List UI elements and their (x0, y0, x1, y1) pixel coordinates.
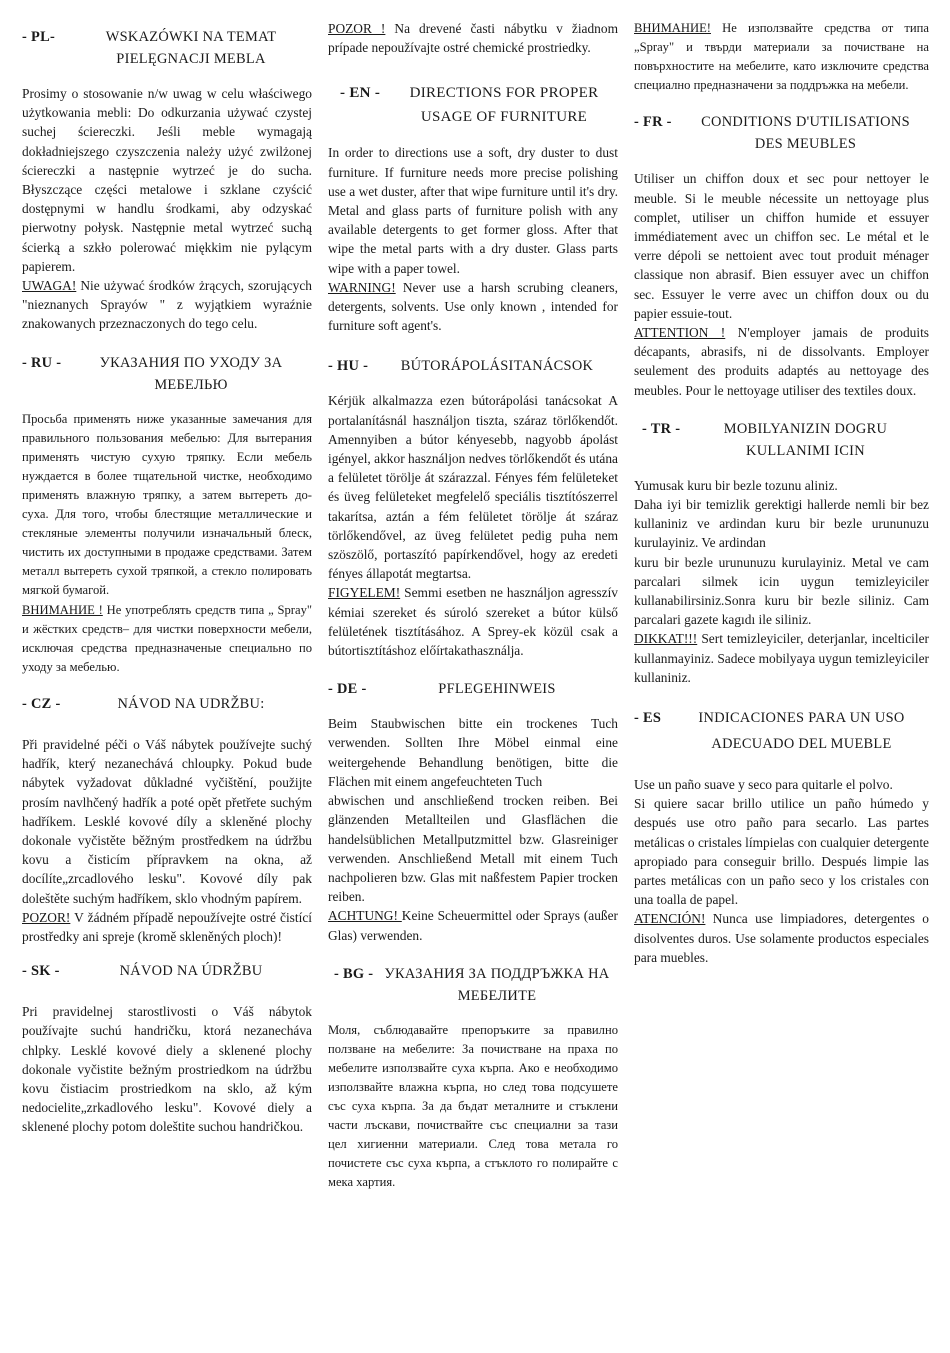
section-heading (22, 960, 312, 982)
section-title: BÚTORÁPOLÁSITANÁCSOK (400, 358, 594, 375)
section-body-continued: abwischen und anschließend trocken reiben. Bei glänzenden Metallteilen und Glasflächen die handelsüblichen Metallputzmittel bzw. Glasreiniger verwenden. Anschließend Metall mit einem Tuch nachpolieren bzw. Glas mit naßfestem Papier trocken reiben. (328, 793, 618, 905)
section-body-line: kuru bir bezle urununuzu kurulayiniz. Metal ve cam parcalari silmek icin uygun temizleyiciler kullanabilirsiniz.Sonra kuru bir bezle siliniz. Cam parcalari gazete kagıdı ile siliniz. (634, 554, 929, 628)
warning-paragraph (22, 276, 312, 334)
bg-warning-paragraph (634, 19, 929, 95)
warning-text: Never use a harsh scrubing cleaners, detergents, solvents. Use only known , intended for furniture soft agent's. (328, 279, 618, 334)
section-body-line: Daha iyi bir temizlik gerektigi hallerde nemli bir bez kullaniniz ve ardindan kuru bir bezle urununuzu kurulayiniz. Ve ardindan (634, 497, 929, 551)
section-heading (328, 355, 618, 377)
section-title: INDICACIONES PARA UN USO ADECUADO DEL MUEBLE (698, 710, 905, 753)
warning-paragraph (328, 278, 618, 336)
section-heading (328, 81, 618, 129)
warning-label: POZOR! (22, 909, 71, 925)
section-body: Beim Staubwischen bitte ein trockenes Tuch verwenden. Sollten Ihre Möbel einmal eine weitergehende Behandlung benötigen, bitte die Flächen mit einem angefeuchteten Tuch (328, 716, 618, 789)
warning-paragraph (634, 909, 929, 967)
section-title: DIRECTIONS FOR PROPER USAGE OF FURNITURE (409, 85, 599, 126)
warning-text: Keine Scheuermittel oder Sprays (außer Glas) verwenden. (328, 908, 618, 943)
section-es (634, 705, 929, 967)
section-title: УКАЗАНИЯ ПО УХОДУ ЗА МЕБЕЛЬЮ (99, 354, 283, 393)
warning-text: V žádném případě nepoužívejte ostré čistící prostředky ani spreje (kromě skleněných ploch)! (22, 909, 312, 944)
section-sk (22, 960, 312, 1136)
warning-text: Nie używać środków żrących, szorujących "nieznanych Sprayów " z wyjątkiem wyraźnie znakowanych przeznaczonych do tego celu. (22, 278, 312, 332)
section-heading (634, 111, 929, 155)
language-code: - EN - (340, 85, 381, 102)
warning-label: ВНИМАНИЕ! (634, 21, 711, 35)
section-hu (328, 355, 618, 660)
section-en (328, 81, 618, 335)
warning-label: ATTENTION ! (634, 325, 726, 340)
section-body: In order to directions use a soft, dry duster to dust furniture. If furniture needs more precise polishing use a wet duster, after that wipe furniture until it's dry. Metal and glass parts of furniture polish with any available detergents to get former gloss. After that wipe the metal parts with a dry duster. Glass parts wipe with a paper towel. (328, 145, 618, 276)
warning-paragraph (328, 906, 618, 944)
language-code: - SK - (22, 963, 60, 980)
warning-text: Semmi esetben ne használjon agresszív kémiai szereket és súroló szereket a bútor külső felületének tisztításához. A Sprey-ek közül csak a bútortisztításhoz előírtakathasználja. (328, 585, 618, 659)
warning-label: POZOR ! (328, 21, 386, 36)
section-ru (22, 352, 312, 677)
section-fr (634, 111, 929, 399)
warning-label: WARNING! (328, 279, 396, 295)
section-title: WSKAZÓWKI NA TEMAT PIELĘGNACJI MEBLA (105, 29, 277, 67)
warning-label: ATENCIÓN! (634, 911, 706, 927)
section-body-line: Yumusak kuru bir bezle tozunu aliniz. (634, 477, 838, 493)
section-heading (328, 678, 618, 700)
section-pl (22, 26, 312, 334)
section-cz (22, 693, 312, 946)
warning-text: Не употреблять средств типа „ Spray" и жёстких средств– для чистки поверхности мебели, исключая средства предназначеные специально по уходу за мебелью. (22, 602, 312, 674)
warning-label: UWAGA! (22, 278, 77, 294)
section-title: MOBILYANIZIN DOGRU KULLANIMI ICIN (723, 420, 888, 459)
language-code: - HU - (328, 358, 369, 375)
warning-label: DIKKAT!!! (634, 631, 698, 647)
section-body-line: Si quiere sacar brillo utilice un paño húmedo y después use otro paño para secarlo. Las partes metálicas o cristales límpielas con cualquier detergente apropiado para conseguir brillo. Después limpie las partes metálicas con un paño seco y los cristales con una toalla de papel. (634, 796, 929, 908)
column-left (22, 26, 312, 1353)
section-heading (328, 963, 618, 1007)
warning-text: N'employer jamais de produits décapants, abrasifs, ni de dissolvants. Employer seulement des produits adaptés au nettoyage des meubles. Pour le nettoyage utiliser des textiles doux. (634, 325, 929, 398)
section-body-line: Use un paño suave y seco para quitarle el polvo. (634, 777, 893, 793)
section-heading (22, 693, 312, 715)
language-code: - CZ - (22, 695, 61, 712)
section-de (328, 678, 618, 944)
warning-label: ACHTUNG! (328, 908, 402, 924)
section-body: Utiliser un chiffon doux et sec pour nettoyer le meuble. Si le meuble nécessite un nettoyage plus complet, utiliser un chiffon humide et essuyer immédiatement avec un chiffon sec. Le métal et le verre dépoli se nettoient avec tout produit ménager classique non abrasif. Bien essuyer avec un chiffon sec. Essuyer le verre avec un chiffon doux ou du papier essuie-tout. (634, 171, 929, 321)
section-title: NÁVOD NA UDRŽBU: (117, 695, 265, 712)
section-heading (634, 705, 929, 757)
section-body: Kérjük alkalmazza ezen bútorápolási tanácsokat A portalanításnál használjon tiszta, száraz törlőkendőt. Amennyiben a bútor kényesebb, nagyobb ápolást igényel, akkor használjon nedves törlőkendőt és utána a felületet törölje át szárazzal. Fényes fém felületeket és üveg felületeket megfelelő speciális tisztítószerrel takarítsa, aztán a fém felületet törölje át száraz törlőkendővel, az üveg felületet pedig puha nem szöszölő, portaszító papírkendővel, hogy az eredeti fényes állapotát megtartsa. (328, 393, 618, 582)
section-body: Prosimy o stosowanie n/w uwag w celu właściwego użytkowania mebli: Do odkurzania używać czystej suchej ściereczki. Jeśli meble wymagają dokładniejszego czyszczenia należy użyć zwilżonej ściereczki a następnie wytrzeć je do sucha. Błyszczące części metalowe i szklane czyścić dostępnymi w handlu środkami, aby odzyskać pierwotny połysk. Następnie metal wytrzeć suchą ścierką a szkło polerować miękkim nie pylącym papierem. (22, 86, 312, 274)
section-tr (634, 418, 929, 687)
warning-paragraph (634, 323, 929, 400)
section-heading (22, 352, 312, 396)
warning-paragraph (328, 583, 618, 660)
warning-text: Sert temizleyiciler, deterjanlar, incelticiler kullanmayiniz. Sadece mobilyaya uygun temizleyiciler kullaniniz. (634, 631, 929, 685)
language-code: - RU - (22, 354, 62, 371)
section-body: Моля, съблюдавайте препоръките за правилно ползване на мебелите: За почистване на праха по мебелите използвайте суха кърпа. Ако е необходимо използвайте влажна кърпа, но след това подсушете със суха кърпа. За да бъдат металните и стъклени части лъскави, почиствайте със специални за тази цел хигиенни материали. След това метала го почистете със суха кърпа, а стъклото го полирайте с мека хартия. (328, 1022, 618, 1190)
warning-text: Не използвайте средства от типа „Spray" и твърди материали за почистване на повърхностите на мебелите, като изключите средства специално предназначени за поддръжка на мебели. (634, 21, 929, 93)
section-body: Při pravidelné péči o Váš nábytek používejte suchý hadřík, který nezanechává chloupky. Pokud bude nábytek vyžadovat důkladné vyčištění, použijte prosím navlhčený hadřík a poté opět přetřete suchým hadříkem. Lesklé kovové díly a skleněné plochy dokonale vyčistěte běžným prostředkem na údržbu kovu a čisticím přípravkem na okna, až docílíte„zrcadlového lesku". Kovové díly pak doleštěte suchým hadříkem, sklo vhodným papírem. (22, 736, 312, 906)
column-middle (328, 19, 618, 1353)
warning-label: FIGYELEM! (328, 585, 401, 601)
section-heading (634, 418, 929, 462)
section-body: Pri pravidelnej starostlivosti o Váš nábytok používajte suchú handričku, ktorá nezanecháva chlpky. Lesklé kovové diely a sklenené plochy dokonale vyčistite bežným prostriedkom na údržbu kovu čistiacim prostriedkom na sklo, až kým nedocielite„zrkadlového lesku". Kovové diely a sklenené plochy potom doleštite suchou handričkou. (22, 1004, 312, 1135)
language-code: - BG - (334, 965, 374, 982)
column-right (634, 19, 929, 1353)
section-title: CONDITIONS D'UTILISATIONS DES MEUBLES (701, 114, 910, 153)
warning-paragraph (22, 601, 312, 677)
section-title: PFLEGEHINWEIS (438, 681, 556, 698)
section-body: Просьба применять ниже указанные замечания для правильного пользования мебелью: Для вытерания применять чистую сухую тряпку. Если мебель нуждается в более тщательной чистке, необходимо применять влажную тряпку, а затем вытереть до-суха. Для того, чтобы блестящие металлические и стекляные элементы получили изначальный блеск, чистить их доступными в продаже средствами. Затем металл вытереть сухой тряпкой, а стекло полировать мягкой бумагой. (22, 411, 312, 598)
section-bg (328, 963, 618, 1193)
warning-text: Nunca use limpiadores, detergentes o disolventes duros. Use solamente productos especiales para muebles. (634, 911, 929, 965)
language-code: - TR - (642, 420, 681, 437)
language-code: - ES (634, 710, 662, 727)
section-title: УКАЗАНИЯ ЗА ПОДДРЪЖКА НА МЕБЕЛИТЕ (384, 965, 610, 1004)
warning-label: ВНИМАНИЕ ! (22, 602, 103, 617)
warning-paragraph (634, 629, 929, 687)
language-code: - DE - (328, 681, 367, 698)
language-code: - PL- (22, 29, 56, 45)
sk-warning-paragraph (328, 19, 618, 57)
section-heading (22, 26, 312, 70)
warning-text: Na drevené časti nábytku v žiadnom prípade nepoužívajte ostré chemické prostriedky. (328, 21, 618, 56)
section-title: NÁVOD NA ÚDRŽBU (119, 963, 263, 980)
warning-paragraph (22, 908, 312, 946)
language-code: - FR - (634, 114, 672, 131)
